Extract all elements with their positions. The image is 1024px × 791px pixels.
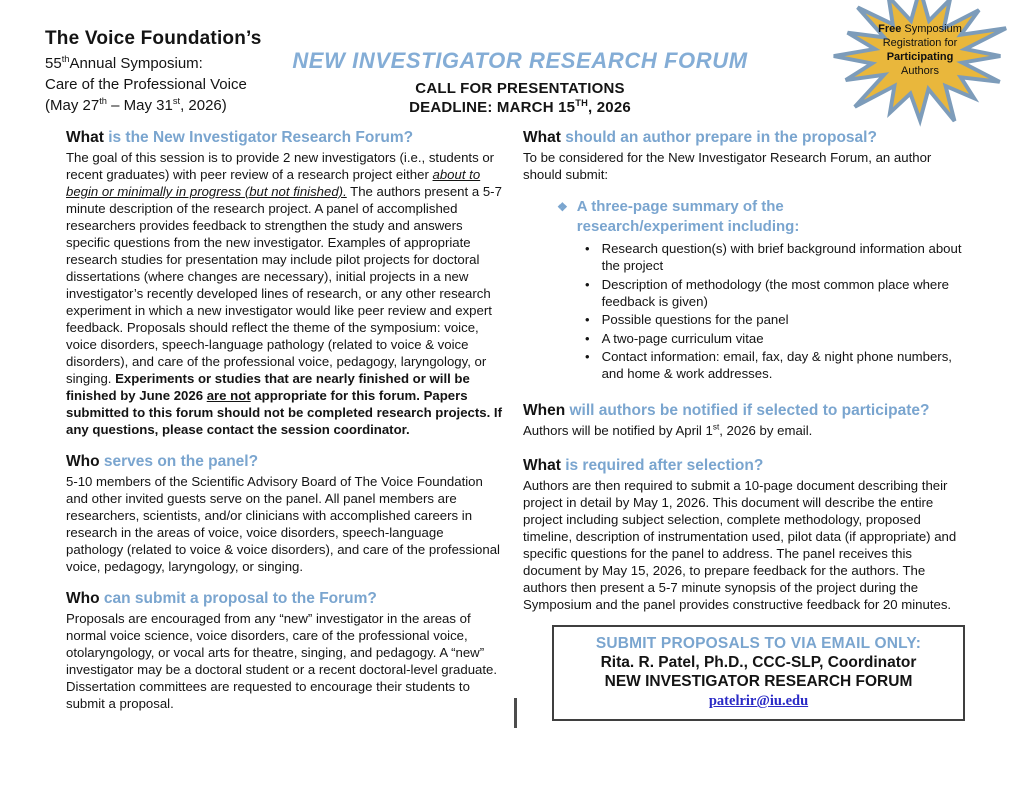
deadline: DEADLINE: MARCH 15TH, 2026 [409, 98, 631, 116]
section-body-who-submit: Proposals are encouraged from any “new” investigator in the areas of normal voice science, voice disorders, care of the professional voice, otolaryngology, or vocal arts for theatre, singing, and pedagogy. A “new” investigator may be a doctoral student or a recent doctoral-level graduate. Dissertation committees are requested to encourage their students to submit a proposal. [66, 611, 498, 711]
diamond-bullet-item [557, 197, 968, 237]
section-body-who-panel: 5-10 members of the Scientific Advisory Board of The Voice Foundation and other invited guests serve on the panel. All panel members are researchers, scientists, and/or clinicians with accomplished careers in research in the areas of voice, voice disorders, speech-language pathology (related to voice & voice disorders), and care of the professional voice, pedagogy, laryngology, or singing. [66, 474, 500, 574]
list-item-text: A two-page curriculum vitae [601, 330, 764, 346]
bullet-icon: • [585, 312, 590, 327]
list-item-text: Possible questions for the panel [601, 312, 789, 327]
proposal-requirements-list [585, 240, 968, 382]
section-body-notified: Authors will be notified by April 1st, 2026 by email. [523, 422, 813, 438]
bullet-icon: • [585, 276, 590, 292]
coordinator-name: Rita. R. Patel, Ph.D., CCC-SLP, Coordinator [600, 654, 917, 671]
header-center [255, 48, 785, 117]
starburst-text [848, 22, 992, 78]
starburst-line: Participating [886, 51, 954, 63]
starburst-line: Free Symposium [878, 23, 962, 35]
scan-artifact-mark [514, 698, 517, 728]
list-item [585, 240, 968, 274]
page-title: NEW INVESTIGATOR RESEARCH FORUM [292, 48, 748, 73]
section-heading-notified: When will authors be notified if selected to participate? [523, 402, 930, 419]
left-column [66, 128, 503, 712]
submit-box-title: SUBMIT PROPOSALS TO VIA EMAIL ONLY: [595, 635, 922, 652]
section-heading-after-selection: What is required after selection? [523, 457, 764, 474]
section-body-after-selection: Authors are then required to submit a 10-page document describing their project in detail by May 1, 2026. This document will describe the entire project including subject selection, complete methodology, proposed timeline, description of instrumentation used, pilot data (if appropriate) and specific questions for the panel to address. The panel receives this document by May 15, 2026, to prepare feedback for the authors. The authors then present a 5-7 minute synopsis of the project during the Symposium and the panel provides constructive feedback for 20 minutes. [523, 478, 957, 612]
list-item [585, 276, 968, 310]
starburst-line: Authors [901, 65, 939, 77]
email-link[interactable]: patelrir@iu.edu [708, 693, 809, 709]
diamond-bullet-text: A three-page summary of the research/experiment including: [576, 198, 800, 235]
list-item [585, 348, 968, 382]
list-item-text: Contact information: email, fax, day & night phone numbers, and home & work addresses. [601, 349, 952, 381]
section-heading-prepare: What should an author prepare in the proposal? [523, 129, 877, 146]
diamond-bullet-icon: ❖ [557, 200, 568, 214]
bullet-icon: • [585, 330, 590, 346]
section-heading-what-forum: What is the New Investigator Research Forum? [66, 129, 414, 146]
bullet-icon: • [585, 349, 590, 364]
list-item [585, 311, 968, 328]
section-intro-prepare: To be considered for the New Investigator Research Forum, an author should submit: [523, 150, 932, 182]
symposium-line: 55thAnnual Symposium: [45, 54, 203, 72]
list-item-text: Description of methodology (the most common place where feedback is given) [601, 276, 949, 309]
section-heading-who-submit: Who can submit a proposal to the Forum? [66, 590, 377, 607]
section-heading-who-panel: Who serves on the panel? [66, 453, 259, 470]
right-column [523, 128, 968, 721]
section-body-what-forum: The goal of this session is to provide 2 new investigators (i.e., students or recent graduates) with peer review of a research project either about to begin or minimally in progress (but not finished). The authors present a 5-7 minute description of the research project. A panel of accomplished researchers provides feedback to strengthen the study and answers specific questions from the new investigator. Examples of appropriate research studies for presentation may include pilot projects for doctoral dissertations (where changes are necessary), initial projects in a new investigator’s recently developed lines of research, or any other research experiment in which a new investigator would like peer review and expert feedback. Proposals should reflect the theme of the symposium: voice, voice disorders, speech-language pathology (related to voice & voice disorders), and care of the professional voice, pedagogy, laryngology, or singing. Experiments or studies that are nearly finished or will be finished by June 2026 are not appropriate for this forum. Papers submitted to this forum should not be completed research projects. If any questions, please contact the session coordinator. [66, 150, 502, 437]
org-name: The Voice Foundation’s [45, 28, 262, 49]
call-for-presentations: CALL FOR PRESENTATIONS [415, 80, 625, 97]
symposium-dates: (May 27th – May 31st, 2026) [45, 96, 227, 114]
list-item [585, 330, 968, 347]
bullet-icon: • [585, 241, 590, 256]
symposium-theme: Care of the Professional Voice [45, 76, 247, 93]
starburst-badge [822, 0, 1018, 134]
submit-proposals-box [552, 625, 965, 721]
starburst-line: Registration for [882, 37, 958, 49]
forum-name: NEW INVESTIGATOR RESEARCH FORUM [604, 673, 913, 690]
list-item-text: Research question(s) with brief background information about the project [601, 241, 962, 273]
